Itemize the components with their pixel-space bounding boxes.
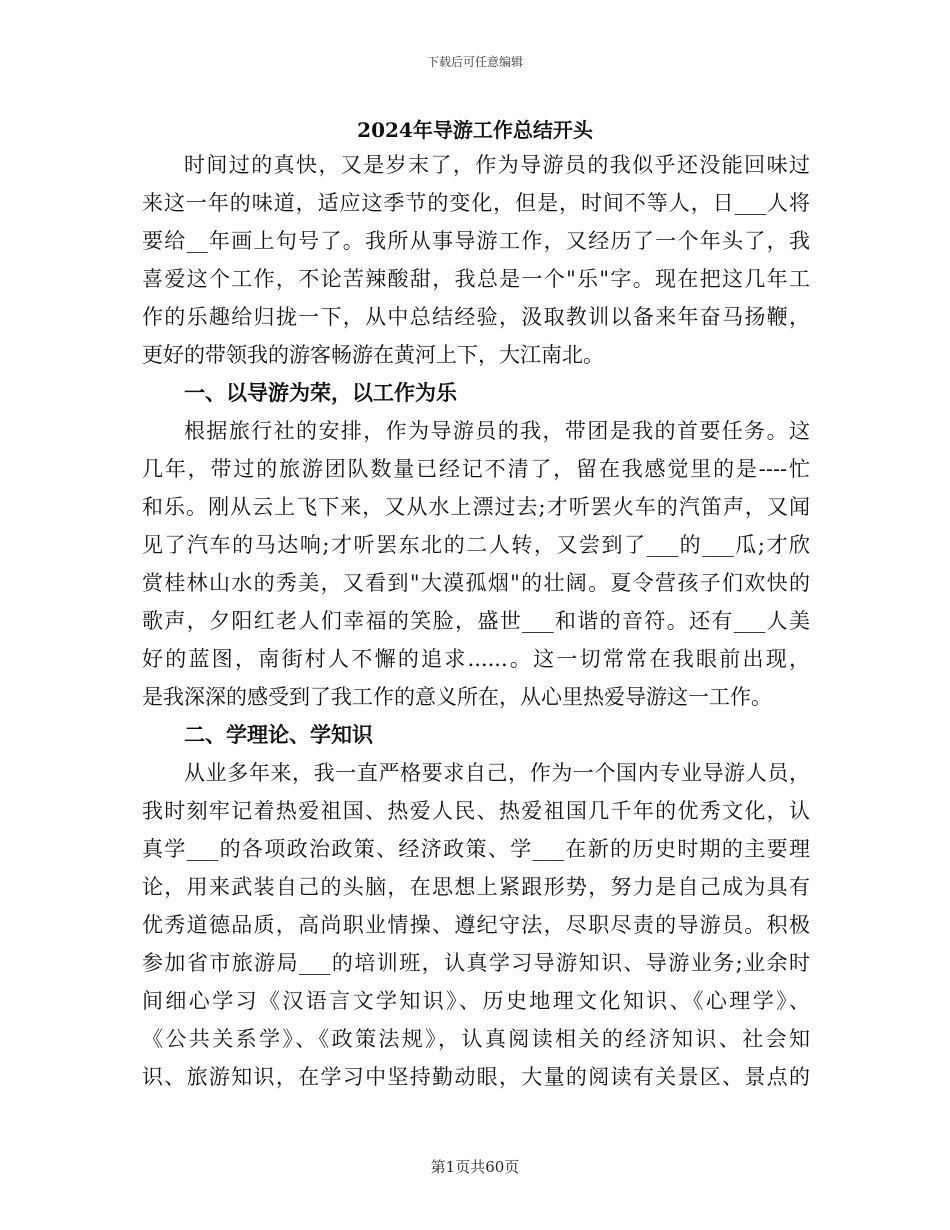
text-line: 赏桂林山水的秀美，又看到"大漠孤烟"的壮阔。夏令营孩子们欢快的 [142,571,810,595]
text-line: 参加省市旅游局___的培训班，认真学习导游知识、导游业务;业余时 [142,951,810,975]
text-line: 间细心学习《汉语言文学知识》、历史地理文化知识、《心理学》、 [142,989,810,1013]
text-line: 见了汽车的马达响;才听罢东北的二人转，又尝到了___的___瓜;才欣 [142,533,810,557]
text-line: 更好的带领我的游客畅游在黄河上下，大江南北。 [142,343,604,367]
text-line: 来这一年的味道，适应这季节的变化，但是，时间不等人，日___人将 [142,191,810,215]
text-line: 时间过的真快，又是岁末了，作为导游员的我似乎还没能回味过 [184,153,810,177]
text-line: 好的蓝图，南街村人不懈的追求......。这一切常常在我眼前出现， [142,647,810,671]
text-line: 几年，带过的旅游团队数量已经记不清了，留在我感觉里的是----忙 [142,457,810,481]
text-line: 喜爱这个工作，不论苦辣酸甜，我总是一个"乐"字。现在把这几年工 [142,267,810,291]
text-line: 《公共关系学》、《政策法规》，认真阅读相关的经济知识、社会知 [142,1027,810,1051]
text-line: 要给__年画上句号了。我所从事导游工作，又经历了一个年头了，我 [142,229,810,253]
text-line: 从业多年来，我一直严格要求自己，作为一个国内专业导游人员， [184,761,810,785]
text-line: 真学___的各项政治政策、经济政策、学___在新的历史时期的主要理 [142,837,810,861]
text-line: 识、旅游知识，在学习中坚持勤动眼，大量的阅读有关景区、景点的 [142,1065,810,1089]
text-line: 歌声，夕阳红老人们幸福的笑脸，盛世___和谐的音符。还有___人美 [142,609,810,633]
header-note: 下载后可任意编辑 [426,55,523,69]
text-line: 我时刻牢记着热爱祖国、热爱人民、热爱祖国几千年的优秀文化，认 [142,799,810,823]
text-line: 根据旅行社的安排，作为导游员的我，带团是我的首要任务。这 [184,419,810,443]
text-line: 优秀道德品质，高尚职业情操、遵纪守法，尽职尽责的导游员。积极 [142,913,810,937]
text-line: 是我深深的感受到了我工作的意义所在，从心里热爱导游这一工作。 [142,685,772,709]
section-heading: 一、以导游为荣，以工作为乐 [184,380,457,405]
section-heading: 二、学理论、学知识 [184,722,373,747]
page-footer: 第1页共60页 [430,1158,520,1176]
document-title: 2024年导游工作总结开头 [357,118,593,142]
document-body [142,146,810,1096]
text-line: 论，用来武装自己的头脑，在思想上紧跟形势，努力是自己成为具有 [142,875,810,899]
text-line: 作的乐趣给归拢一下，从中总结经验，汲取教训以备来年奋马扬鞭， [142,305,810,329]
text-line: 和乐。刚从云上飞下来，又从水上漂过去;才听罢火车的汽笛声，又闻 [142,495,810,519]
